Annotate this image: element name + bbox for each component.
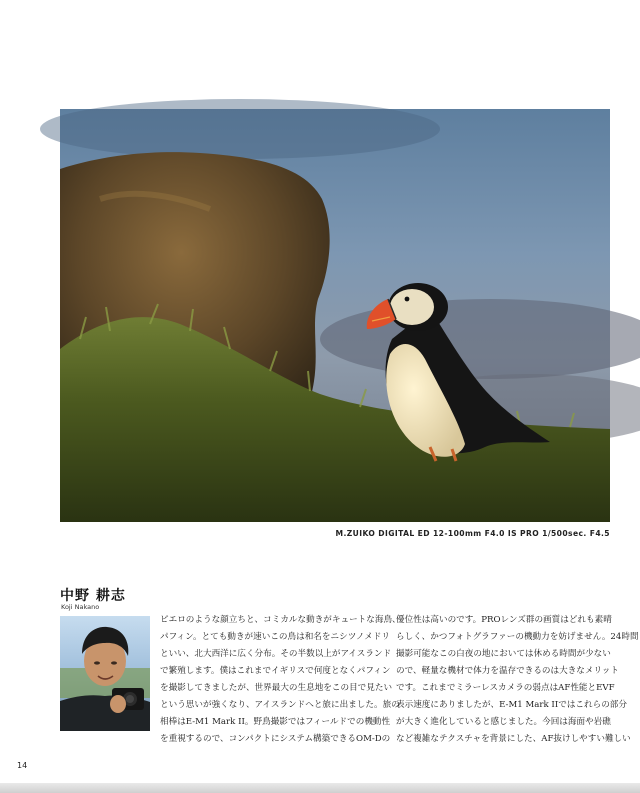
article-line: という思いが強くなり、アイスランドへと旅に出ました。旅の (160, 700, 400, 710)
article-column-2 (396, 612, 639, 748)
article-line: といい、北大西洋に広く分布。その半数以上がアイスランド (160, 649, 392, 659)
photographer-portrait (60, 616, 150, 731)
author-name: 中野 耕志 (60, 588, 126, 604)
article-line: 撮影可能なこの白夜の地においては休める時間が少ない (396, 649, 611, 659)
article-line: が大きく進化していると感じました。今回は海面や岩礁 (396, 717, 611, 727)
article-line: パフィン。とても動きが速いこの鳥は和名をニシツノメドリ (160, 632, 390, 642)
article-line: を撮影してきましたが、世界最大の生息地をこの目で見たい (160, 683, 393, 693)
article-line: で繁殖します。僕はこれまでイギリスで何度となくパフィン (160, 666, 391, 676)
article-line: です。これまでミラーレスカメラの弱点はAF性能とEVF (396, 683, 615, 693)
page-number: 14 (17, 761, 28, 770)
article-line: 相棒はE-M1 Mark II。野鳥撮影ではフィールドでの機動性 (160, 717, 391, 727)
photo-caption: M.ZUIKO DIGITAL ED 12-100mm F4.0 IS PRO 1/500sec. F4.5 (335, 529, 610, 538)
article-line: 優位性は高いのです。PROレンズ群の画質はどれも素晴 (396, 615, 612, 625)
article-line: を重視するので、コンパクトにシステム構築できるOM-Dの (160, 734, 391, 744)
article-column-1 (160, 612, 401, 748)
article-line: ピエロのような顔立ちと、コミカルな動きがキュートな海鳥、 (160, 615, 401, 625)
puffin-on-cliff-photo (60, 109, 610, 522)
article-line: 表示速度にありましたが、E-M1 Mark IIではこれらの部分 (396, 700, 627, 710)
article-line: ので、軽量な機材で体力を温存できるのは大きなメリット (396, 666, 619, 676)
page-edge (0, 783, 640, 793)
article-line: など複雑なテクスチャを背景にした、AF抜けしやすい難しい (396, 734, 631, 744)
author-name-roman: Koji Nakano (61, 603, 100, 611)
article-line: らしく、かつフォトグラファーの機動力を妨げません。24時間 (396, 632, 639, 642)
